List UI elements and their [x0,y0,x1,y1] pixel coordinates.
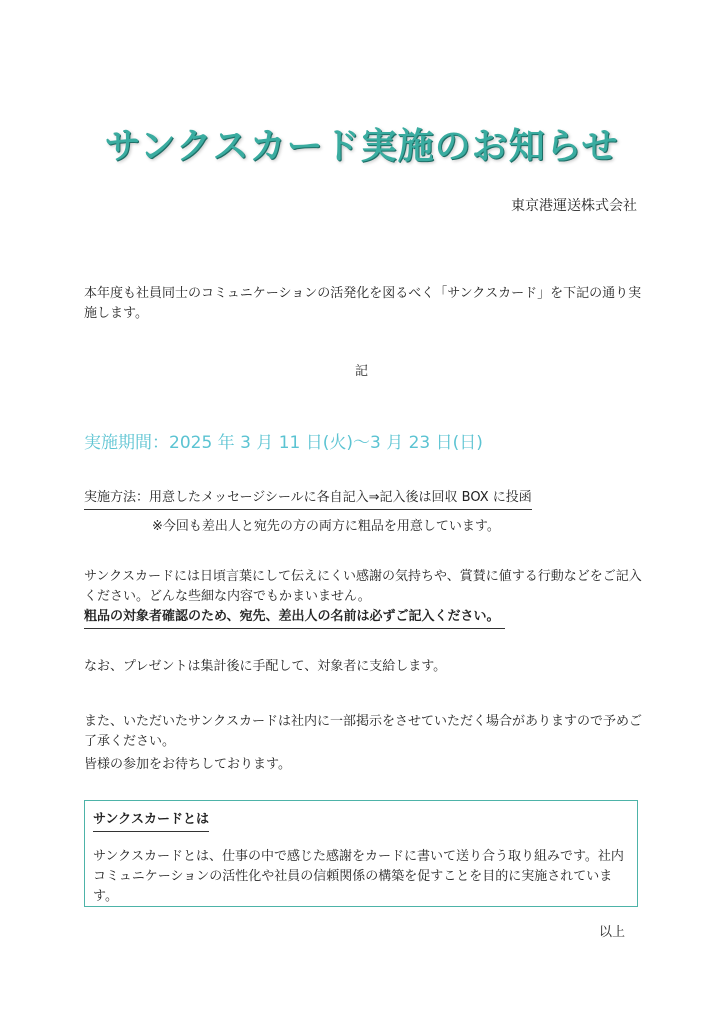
card-paragraph: サンクスカードには日頃言葉にして伝えにくい感謝の気持ちや、賞賛に値する行動などをご記入ください。どんな些細な内容でもかまいません。 [84,569,642,604]
name-required-notice: 粗品の対象者確認のため、宛先、差出人の名前は必ずご記入ください。 [84,608,505,629]
method-note: ※今回も差出人と宛先の方の両方に粗品を用意しています。 [152,519,500,534]
info-box-heading: サンクスカードとは [93,811,209,832]
participation-paragraph: 皆様の参加をお待ちしております。 [84,757,291,772]
document-title: サンクスカード実施のお知らせ [104,126,619,167]
method-line: 実施方法：用意したメッセージシールに各自記入⇒記入後は回収 BOX に投函 [84,489,532,510]
display-paragraph: また、いただいたサンクスカードは社内に一部掲示をさせていただく場合がありますので予めご了承ください。 [84,714,642,749]
period-line: 実施期間：2025 年 3 月 11 日(火)～3 月 23 日(日) [84,433,483,453]
closing-mark: 以上 [598,925,625,940]
info-box-body: サンクスカードとは、仕事の中で感じた感謝をカードに書いて送り合う取り組みです。社内コミュニケーションの活性化や社員の信頼関係の構築を促すことを目的に実施されています。 [93,849,624,904]
ki-marker: 記 [354,364,368,379]
company-name: 東京港運送株式会社 [511,198,637,214]
intro-paragraph: 本年度も社員同士のコミュニケーションの活発化を図るべく「サンクスカード」を下記の通り実施します。 [84,286,642,321]
present-paragraph: なお、プレゼントは集計後に手配して、対象者に支給します。 [84,659,447,674]
info-box [84,800,638,907]
